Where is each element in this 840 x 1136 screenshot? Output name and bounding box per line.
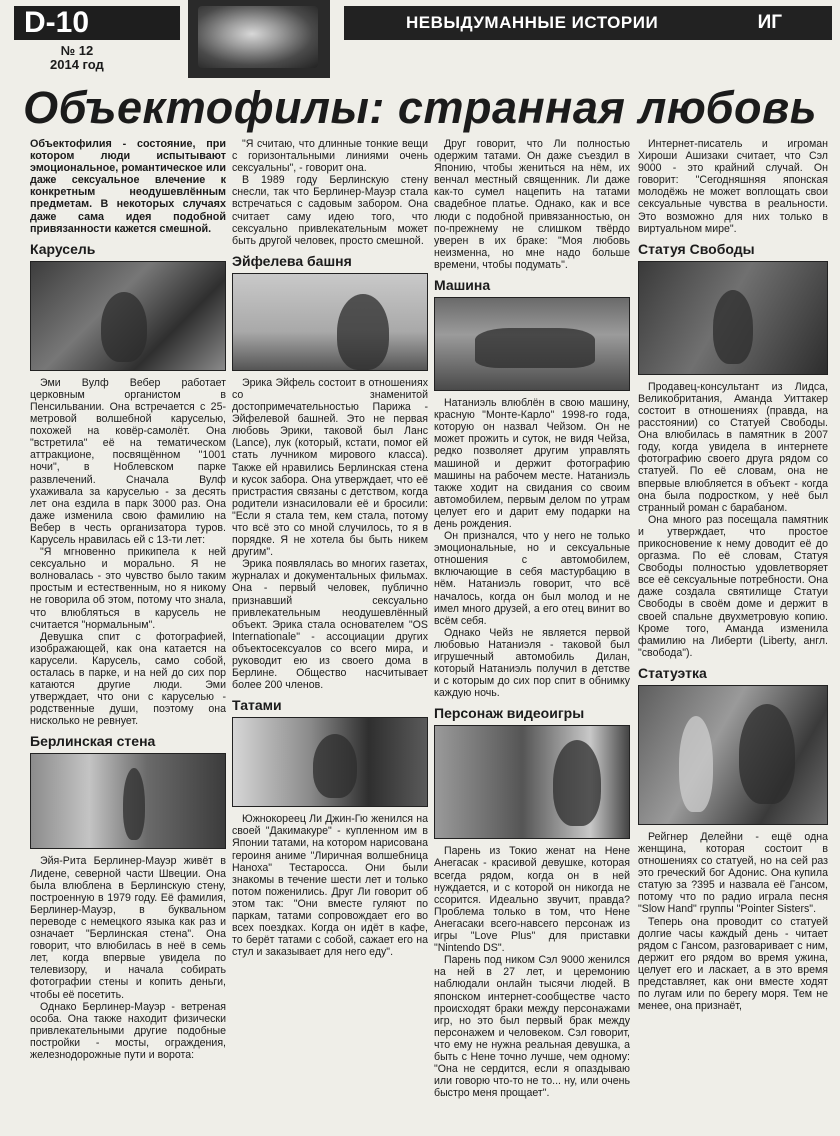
section-title-berlin-wall: Берлинская стена xyxy=(30,733,156,750)
paragraph: Она много раз посещала памятник и утверждает, что простое прикосновение к нему доводит её до оргазма. По её словам, Статуя Свободы полностью удовлетворяет все её сексуальные потребности. Она даже создала святилище Статуи Свободы в своём доме и держит в своей спальне двухметровую копию. Кроме того, Аманда изменила фамилию на Либерти (Liberty, англ. "свобода"). xyxy=(638,513,828,659)
headline: Объектофилы: странная любовь xyxy=(23,82,817,133)
videogame-photo xyxy=(434,725,630,839)
column-3 xyxy=(434,138,630,1099)
section-title: НЕВЫДУМАННЫЕ ИСТОРИИ xyxy=(406,13,659,32)
section-banner xyxy=(344,6,832,40)
section-title-statuette: Статуэтка xyxy=(638,664,707,681)
paragraph: "Я считаю, что длинные тонкие вещи с горизонтальными линиями очень сексуальны", - говорит она. xyxy=(232,138,428,175)
paragraph: Эми Вулф Вебер работает церковным органистом в Пенсильвании. Она встречается с 25-метровой волшебной каруселью, похожей на ковёр-самолёт. Она "встретила" её на тематическом аттракционе, посвящённом "1001 ночи", в Ноблевском парке развлечений. Сначала Вулф ухаживала за каруселью - за десять лет она ездила в парк 3000 раз. Она даже изменила свою фамилию на Вебер в честь организатора туров. Карусель нравилась ей с 13-ти лет: xyxy=(30,376,226,546)
paragraph: Он признался, что у него не только эмоциональные, но и сексуальные отношения с автомобилем, включающие в себя мастурбацию в нём. Натаниэль говорит, что всё началось, когда он был молод и не имел много друзей, а его отец винит во всём себя. xyxy=(434,530,630,627)
carousel-photo xyxy=(30,261,226,371)
page-number: D-10 xyxy=(14,6,180,40)
masthead xyxy=(0,0,840,90)
header-photo xyxy=(188,0,330,78)
paragraph: Южнокореец Ли Джин-Гю женился на своей "Дакимакуре" - купленном им в Японии татами, на котором нарисована героиня аниме "Лиричная волшебница Наноха" Тестаросса. Они были знакомы в течение шести лет и только потом поженились. Друг Ли говорит об этом так: "Они вместе гуляют по паркам, татами сопровождает его во всех поездках. Когда он идёт в кафе, то берёт татами с собой, сажает его на стул и заказывает для него еду". xyxy=(232,813,428,959)
section-title-videogame: Персонаж видеоигры xyxy=(434,705,585,722)
issue-year: 2014 год xyxy=(50,57,104,72)
paragraph: "Я мгновенно прикипела к ней сексуально и морально. Я не волновалась - это чувство было таким простым и естественным, но я никому не говорила об этом, потому что знала, что влюбляться в карусель не считается "нормальным". xyxy=(30,546,226,631)
paragraph: Эрика появлялась во многих газетах, журналах и документальных фильмах. Она - первый человек, публично признавший сексуально привлекательным неодушевлённый объект. Эрика стала основателем "OS Internationale" - ассоциации других объектосексуалов со всего мира, и руководит ею из своего дома в Берлине. Общество насчитывает более 200 членов. xyxy=(232,558,428,692)
berlin-wall-photo xyxy=(30,753,226,849)
issue-number: № 12 xyxy=(60,43,94,58)
column-4 xyxy=(638,138,828,1012)
eiffel-photo xyxy=(232,273,428,371)
section-title-carousel: Карусель xyxy=(30,240,96,257)
issue-info xyxy=(50,44,104,72)
column-1 xyxy=(30,138,226,1061)
section-title-eiffel: Эйфелева башня xyxy=(232,252,352,269)
paragraph: Интернет-писатель и игроман Хироши Ашизаки считает, что Сэл 9000 - это крайний случай. Он говорит: "Сегодняшняя японская молодёжь не может воплощать свои сексуальные чувства в реальности. Это возможно для них только в виртуальном мире". xyxy=(638,138,828,235)
car-photo xyxy=(434,297,630,391)
section-title-tatami: Татами xyxy=(232,697,282,714)
paragraph: Теперь она проводит со статуей долгие часы каждый день - читает рядом с Гансом, разговаривает с ним, держит его рядом во время ужина, целует его и ласкает, а в это время представляет, как они вместе ходят по лугам или по берегу моря. Тем не менее, она признаёт, xyxy=(638,915,828,1013)
paragraph: Однако Берлинер-Мауэр - ветреная особа. Она также находит физически привлекательными другие подобные постройки - мосты, ограждения, железнодорожные пути и ворота: xyxy=(30,1000,226,1061)
paragraph: В 1989 году Берлинскую стену снесли, так что Берлинер-Мауэр стала встречаться с садовым забором. Она считает саму идею того, что сексуально привлекательным может быть другой человек, просто смешной. xyxy=(232,174,428,247)
paragraph: Натаниэль влюблён в свою машину, красную "Монте-Карло" 1998-го года, которую он назвал Чейзом. Он не может прожить и суток, не видя Чейза, редко позволяет другим управлять машиной и держит фотографию машины на рабочем месте. Натаниэль также ходит на свидания со своим автомобилем, первым делом по утрам целует его и дарит ему подарки на день рождения. xyxy=(434,397,630,530)
paper-code: ИГ xyxy=(757,12,782,33)
liberty-photo xyxy=(638,261,828,375)
paragraph: Парень из Токио женат на Нене Анегасак - красивой девушке, которая всегда рядом, когда он в ней нуждается, и с которой он никогда не ссорится. Идеально звучит, правда? Проблема только в том, что Нене Анегасаки всего-навсего персонаж из игры "Love Plus" для приставки "Nintendo DS". xyxy=(434,845,630,955)
paragraph: Эрика Эйфель состоит в отношениях со знаменитой достопримечательностью Парижа - Эйфелевой башней. Это не первая любовь Эрики, таковой был Ланс (Lance), лук (который, кстати, помог ей стать лучником мирового класса). Также ей нравились Берлинская стена и кусок забора. Она утверждает, что её пристрастия связаны с детством, когда родители изнасиловали её и бросили: "Если я стала тем, кем стала, потому что всё это со мной случилось, то я в порядке. Я не хотела бы быть никем другим". xyxy=(232,376,428,559)
paragraph: Рейгнер Делейни - ещё одна женщина, которая состоит в отношениях со статуей, но на сей раз это греческий бог Адонис. Она купила статую за ?395 и назвала её Гансом, потому что по радио играла песня "Slow Hand" группы "Pointer Sisters". xyxy=(638,830,828,916)
paragraph: Однако Чейз не является первой любовью Натаниэля - таковой был игрушечный автомобиль Дилан, который Натаниэль получил в детстве и с которым до сих пор спит в обнимку каждую ночь. xyxy=(434,626,630,700)
paragraph: Эйя-Рита Берлинер-Мауэр живёт в Лидене, северной части Швеции. Она была влюблена в Берлинскую стену, построенную в 1979 году. Её фамилия, Берлинер-Мауэр, в буквальном переводе с немецкого языка как раз и означает "Берлинская стена". Она говорит, что влюбилась в неё в семь лет, когда впервые увидела по телевизору, и начала собирать фотографии стены и копить деньги, чтобы её посетить. xyxy=(30,855,226,1001)
section-title-liberty: Статуя Свободы xyxy=(638,240,755,257)
column-2 xyxy=(232,138,428,958)
paragraph: Парень под ником Сэл 9000 женился на ней в 27 лет, и церемонию наблюдали онлайн тысячи людей. В японском интернет-сообществе часто происходят браки между персонажами игр, но это был первый брак между персонажем и человеком. Сэл говорит, что ему не нужна реальная девушка, а быть с Нене точно лучше, чем одному: "Она не сердится, если я опаздываю или говорю что-то не то... ну, или очень быстро меня прощает". xyxy=(434,954,630,1100)
tatami-photo xyxy=(232,717,428,807)
section-title-car: Машина xyxy=(434,277,491,294)
intro-text: Объектофилия - состояние, при котором люди испытывают эмоциональное, романтическое или даже сексуальное влечение к конкретным неодушевлённым предметам. В некоторых случаях даже сама идея подобной привязанности кажется смешной. xyxy=(30,138,226,235)
paragraph: Друг говорит, что Ли полностью одержим татами. Он даже съездил в Японию, чтобы жениться на нём, их венчал местный священник. Ли даже как-то сумел нацепить на татами свадебное платье. Однако, как и все люди с подобной привязанностью, он по-прежнему не слишком твёрдо уверен в их браке: "Моя любовь неизменна, но мне надо больше времени, чтобы подумать". xyxy=(434,138,630,271)
statuette-photo xyxy=(638,685,828,825)
paragraph: Девушка спит с фотографией, изображающей, как она катается на карусели. Карусель, само собой, осталась в парке, и на ней до сих пор катаются другие люди. Эми утверждает, что они с каруселью - родственные души, поэтому она нисколько не ревнует. xyxy=(30,630,226,728)
paragraph: Продавец-консультант из Лидса, Великобритания, Аманда Уиттакер состоит в отношениях (правда, на расстоянии) со Статуей Свободы. Она влюбилась в памятник в 2007 году, когда увидела в интернете фотографию своего друга рядом со статуей. По её словам, она не впервые влюбляется в объект - когда она была подростком, у неё был странный роман с барабаном. xyxy=(638,380,828,514)
